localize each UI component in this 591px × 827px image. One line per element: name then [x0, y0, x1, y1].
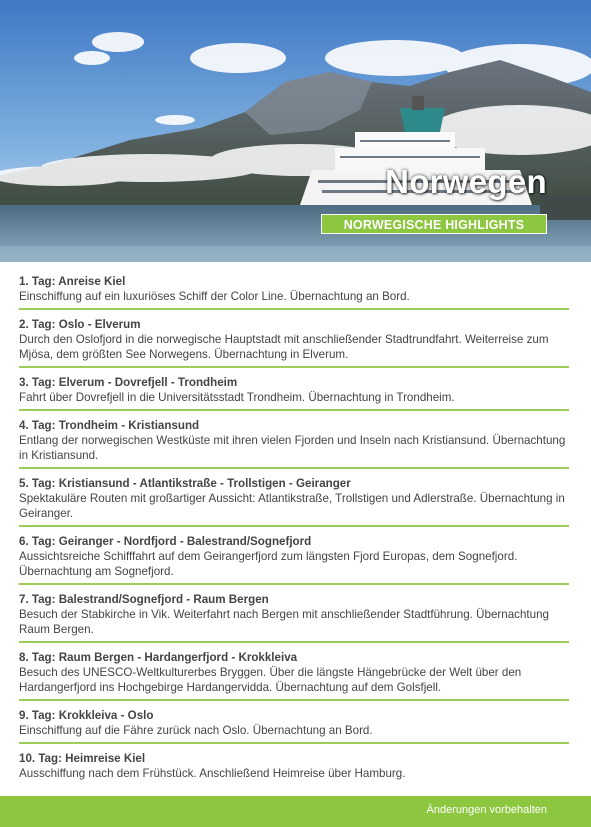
itinerary-day [19, 419, 569, 469]
hero-image [0, 0, 591, 262]
day-description: Fahrt über Dovrefjell in die Universitätsstadt Trondheim. Übernachtung in Trondheim. [19, 391, 455, 404]
day-title: 8. Tag: Raum Bergen - Hardangerfjord - Krokkleiva [19, 651, 298, 664]
subtitle-badge: NORWEGISCHE HIGHLIGHTS [321, 214, 547, 234]
footer-bar [0, 796, 591, 827]
day-title: 10. Tag: Heimreise Kiel [19, 752, 146, 765]
day-title: 1. Tag: Anreise Kiel [19, 275, 126, 288]
itinerary-day [19, 593, 569, 643]
day-title: 3. Tag: Elverum - Dovrefjell - Trondheim [19, 376, 238, 389]
itinerary-day [19, 318, 569, 368]
day-description: Durch den Oslofjord in die norwegische Hauptstadt mit anschließender Stadtrundfahrt. Weiterreise zum Mjösa, dem größten See Norwegens. Übernachtung in Elverum. [19, 333, 549, 361]
itinerary-day [19, 477, 569, 527]
itinerary-list [19, 275, 569, 793]
day-description: Einschiffung auf die Fähre zurück nach Oslo. Übernachtung an Bord. [19, 724, 373, 737]
itinerary-day [19, 275, 569, 310]
itinerary-day [19, 651, 569, 701]
day-description: Ausschiffung nach dem Frühstück. Anschließend Heimreise über Hamburg. [19, 767, 406, 780]
day-description: Spektakuläre Routen mit großartiger Aussicht: Atlantikstraße, Trollstigen und Adlerstraße. Übernachtung in Geiranger. [19, 492, 565, 520]
day-title: 4. Tag: Trondheim - Kristiansund [19, 419, 200, 432]
page-title: Norwegen [385, 163, 547, 200]
itinerary-day [19, 752, 569, 785]
day-title: 9. Tag: Krokkleiva - Oslo [19, 709, 154, 722]
itinerary-day [19, 709, 569, 744]
day-title: 7. Tag: Balestrand/Sognefjord - Raum Bergen [19, 593, 269, 606]
itinerary-day [19, 535, 569, 585]
day-title: 6. Tag: Geiranger - Nordfjord - Balestrand/Sognefjord [19, 535, 312, 548]
day-description: Entlang der norwegischen Westküste mit ihren vielen Fjorden und Inseln nach Kristiansund. Übernachtung in Kristiansund. [19, 434, 566, 462]
day-description: Aussichtsreiche Schifffahrt auf dem Geirangerfjord zum längsten Fjord Europas, dem Sognefjord. Übernachtung am Sognefjord. [19, 550, 518, 578]
itinerary-day [19, 376, 569, 411]
day-description: Einschiffung auf ein luxuriöses Schiff der Color Line. Übernachtung an Bord. [19, 290, 410, 303]
footer-note: Änderungen vorbehalten [426, 804, 547, 816]
day-description: Besuch der Stabkirche in Vik. Weiterfahrt nach Bergen mit anschließender Stadtführung. Übernachtung Raum Bergen. [19, 608, 549, 636]
day-title: 2. Tag: Oslo - Elverum [19, 318, 141, 331]
day-description: Besuch des UNESCO-Weltkulturerbes Bryggen. Über die längste Hängebrücke der Welt über den Hardangerfjord ins Hochgebirge Hardangervidda. Übernachtung auf dem Golsfjell. [19, 666, 522, 694]
day-title: 5. Tag: Kristiansund - Atlantikstraße - Trollstigen - Geiranger [19, 477, 351, 490]
